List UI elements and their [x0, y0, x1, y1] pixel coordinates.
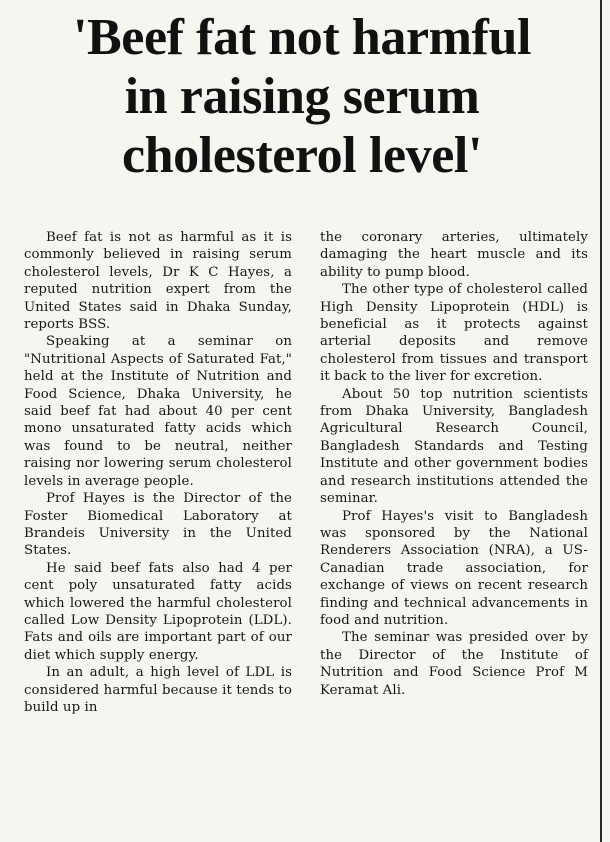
paragraph: In an adult, a high level of LDL is considered harmful because it tends to build up in	[24, 665, 292, 715]
paragraph: The other type of cholesterol called High Density Lipoprotein (HDL) is beneficial as it protects against arterial deposits and remove cholesterol from tissues and transport it back to the liver for excretion.	[320, 282, 588, 385]
article-column-right	[320, 229, 588, 699]
article-column-left	[24, 229, 292, 716]
headline-line-2: in raising serum	[124, 68, 480, 125]
paragraph: Beef fat is not as harmful as it is commonly believed in raising serum cholesterol levels, Dr K C Hayes, a reputed nutrition expert from the United States said in Dhaka Sunday, reports BSS.	[24, 230, 292, 333]
paragraph-continuation: the coronary arteries, ultimately damaging the heart muscle and its ability to pump blood.	[320, 230, 588, 280]
paragraph: Prof Hayes is the Director of the Foster Biomedical Laboratory at Brandeis University in the United States.	[24, 491, 292, 559]
column-rule	[600, 0, 602, 842]
paragraph: Prof Hayes's visit to Bangladesh was sponsored by the National Renderers Association (NRA), a US-Canadian trade association, for exchange of views on recent research finding and technical advancements in food and nutrition.	[320, 508, 588, 628]
paragraph: The seminar was presided over by the Director of the Institute of Nutrition and Food Science Prof M Keramat Ali.	[320, 630, 588, 698]
headline-line-1: 'Beef fat not harmful	[72, 9, 532, 66]
paragraph: Speaking at a seminar on "Nutritional Aspects of Saturated Fat," held at the Institute of Nutrition and Food Science, Dhaka University, he said beef fat had about 40 per cent mono unsaturated fatty acids which was found to be neutral, neither raising nor lowering serum cholesterol levels in average people.	[24, 334, 292, 489]
paragraph: He said beef fats also had 4 per cent poly unsaturated fatty acids which lowered the harmful cholesterol called Low Density Lipoprotein (LDL). Fats and oils are important part of our diet which supply energy.	[24, 560, 292, 663]
headline-line-3: cholesterol level'	[121, 127, 483, 184]
headline	[8, 8, 596, 185]
paragraph: About 50 top nutrition scientists from Dhaka University, Bangladesh Agricultural Research Council, Bangladesh Standards and Testing Institute and other government bodies and research institutions attended the seminar.	[320, 386, 588, 507]
